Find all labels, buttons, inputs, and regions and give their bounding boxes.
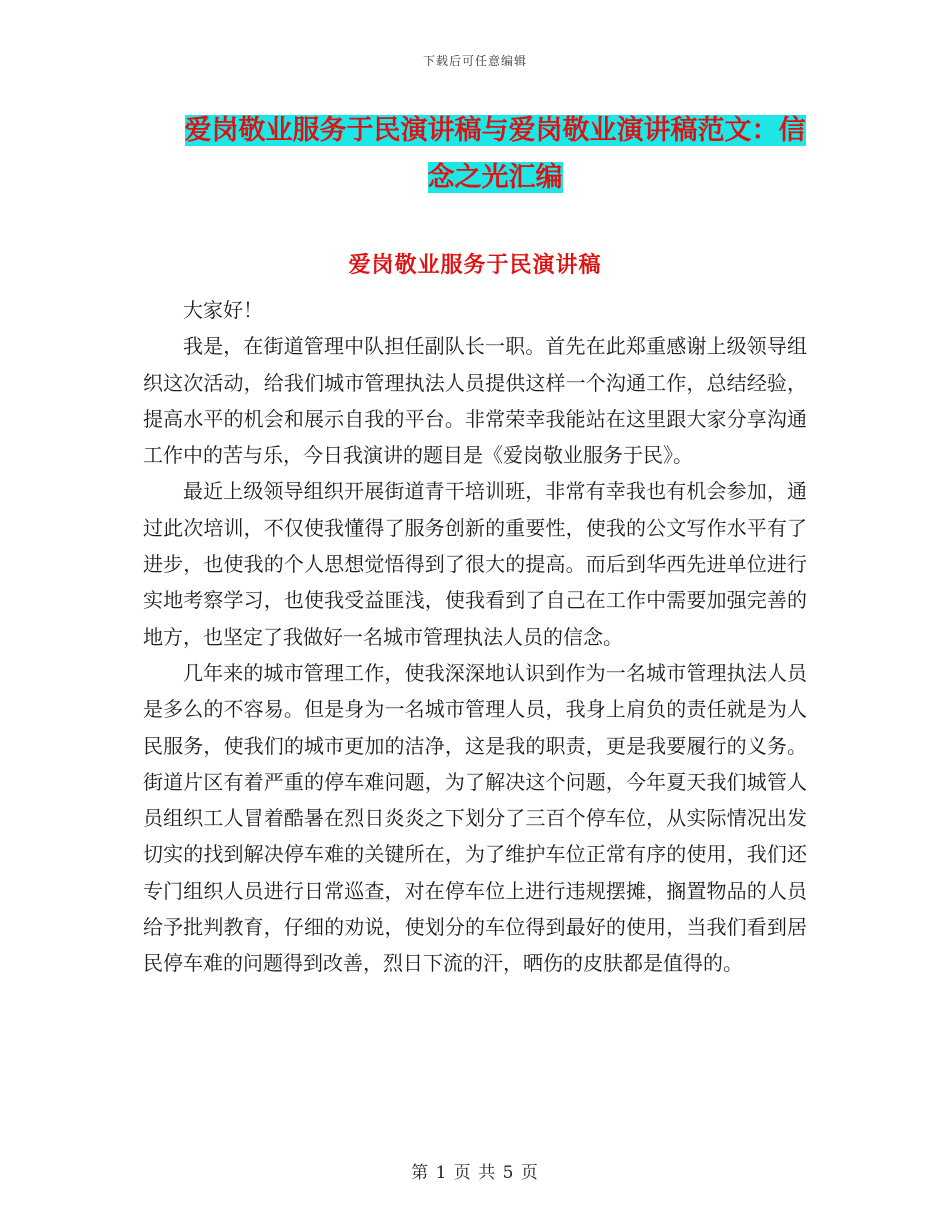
page-number: 第 1 页 共 5 页 [411, 1163, 539, 1183]
paragraph-introduction: 我是，在街道管理中队担任副队长一职。首先在此郑重感谢上级领导组织这次活动，给我们城市管理执法人员提供这样一个沟通工作，总结经验，提高水平的机会和展示自我的平台。非常荣幸我能站在这里跟大家分享沟通工作中的苦与乐，今日我演讲的题目是《爱岗敬业服务于民》。 [143, 334, 807, 468]
paragraph-greeting: 大家好！ [183, 298, 263, 322]
paragraph-training: 最近上级领导组织开展街道青干培训班，非常有幸我也有机会参加，通过此次培训，不仅使我懂得了服务创新的重要性，使我的公文写作水平有了进步，也使我的个人思想觉悟得到了很大的提高。而后到华西先进单位进行实地考察学习，也使我受益匪浅，使我看到了自己在工作中需要加强完善的地方，也坚定了我做好一名城市管理执法人员的信念。 [143, 479, 807, 649]
document-title [175, 107, 815, 201]
page-header-note: 下载后可任意编辑 [422, 54, 527, 68]
section-title: 爱岗敬业服务于民演讲稿 [348, 252, 602, 278]
paragraph-city-management: 几年来的城市管理工作，使我深深地认识到作为一名城市管理执法人员是多么的不容易。但是身为一名城市管理人员，我身上肩负的责任就是为人民服务，使我们的城市更加的洁净，这是我的职责，更是我要履行的义务。街道片区有着严重的停车难问题，为了解决这个问题，今年夏天我们城管人员组织工人冒着酷暑在烈日炎炎之下划分了三百个停车位，从实际情况出发切实的找到解决停车难的关键所在，为了维护车位正常有序的使用，我们还专门组织人员进行日常巡查，对在停车位上进行违规摆摊，搁置物品的人员给予批判教育，仔细的劝说，使划分的车位得到最好的使用，当我们看到居民停车难的问题得到改善，烈日下流的汗，晒伤的皮肤都是值得的。 [143, 660, 807, 976]
document-title-text: 爱岗敬业服务于民演讲稿与爱岗敬业演讲稿范文：信念之光汇编 [184, 115, 806, 193]
speech-body [143, 292, 807, 982]
